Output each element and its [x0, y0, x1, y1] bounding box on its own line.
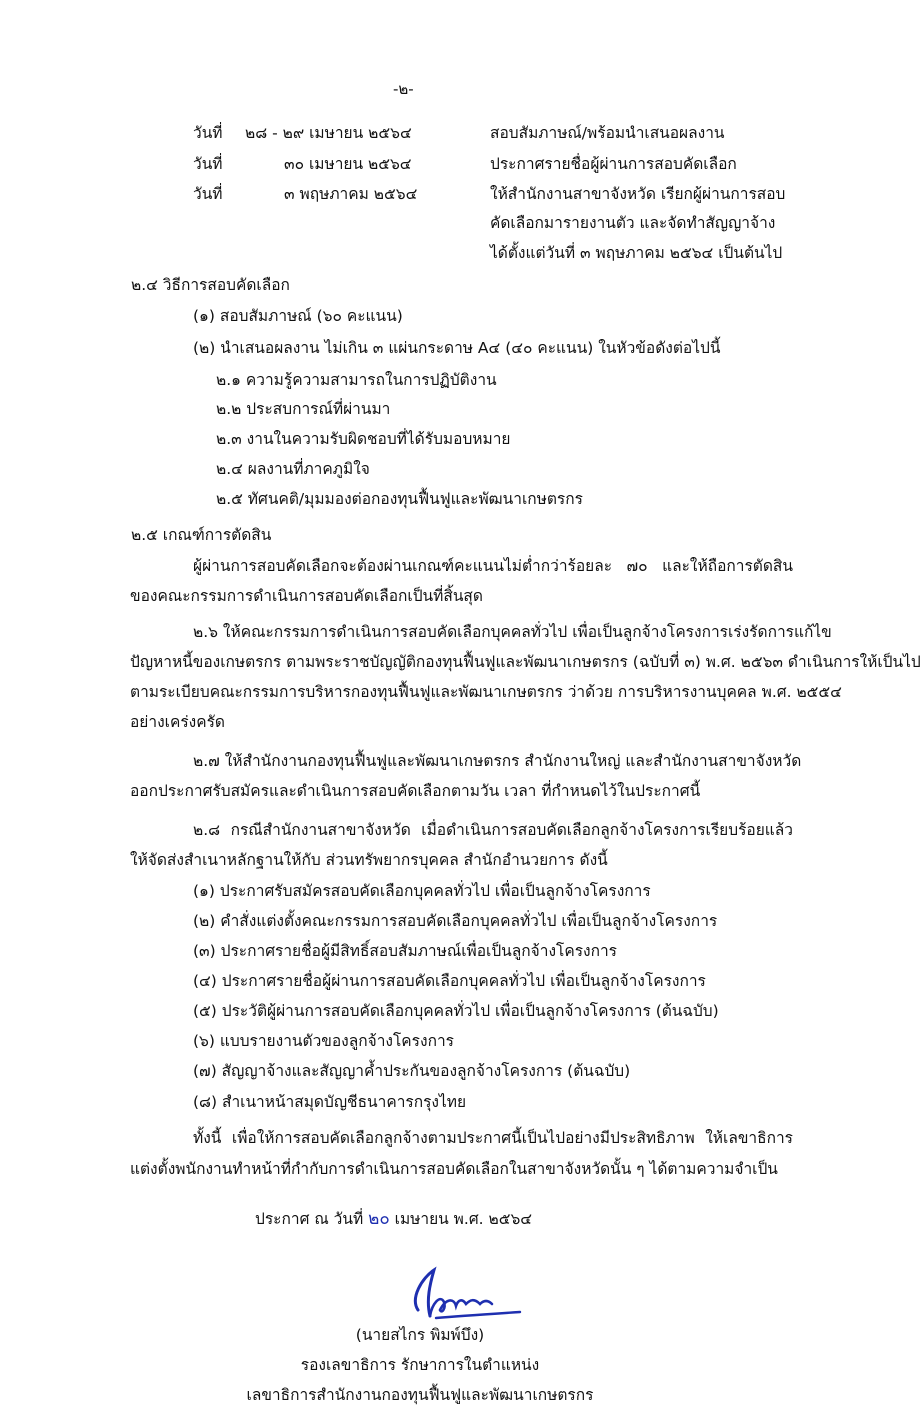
signatory-position: รองเลขาธิการ รักษาการในตำแหน่ง	[300, 1356, 540, 1374]
document-list-item: (๕) ประวัติผู้ผ่านการสอบคัดเลือกบุคคลทั่วไป เพื่อเป็นลูกจ้างโครงการ (ต้นฉบับ)	[193, 1002, 719, 1020]
section-2-4-item: (๒) นำเสนอผลงาน ไม่เกิน ๓ แผ่นกระดาษ A๔ (๔๐ คะแนน) ในหัวข้อดังต่อไปนี้	[193, 339, 721, 357]
paragraph-line: อย่างเคร่งครัด	[130, 713, 225, 731]
schedule-activity: ประกาศรายชื่อผู้ผ่านการสอบคัดเลือก	[490, 155, 737, 173]
schedule-activity: คัดเลือกมารายงานตัว และจัดทำสัญญาจ้าง	[490, 214, 776, 232]
schedule-date: ๓๐ เมษายน ๒๕๖๔	[284, 155, 412, 173]
announcement-suffix: เมษายน พ.ศ. ๒๕๖๔	[394, 1210, 533, 1228]
schedule-activity: สอบสัมภาษณ์/พร้อมนำเสนอผลงาน	[490, 124, 725, 142]
announcement-day: ๒๐	[368, 1209, 390, 1229]
paragraph-line: ปัญหาหนี้ของเกษตรกร ตามพระราชบัญญัติกองทุนฟื้นฟูและพัฒนาเกษตรกร (ฉบับที่ ๓) พ.ศ. ๒๕๖๓ ดำเนินการให้เป็นไป	[130, 653, 921, 671]
document-list-item: (๘) สำเนาหน้าสมุดบัญชีธนาคารกรุงไทย	[193, 1093, 467, 1111]
schedule-date: ๒๘ - ๒๙ เมษายน ๒๕๖๔	[245, 124, 412, 142]
page-number: -๒-	[393, 80, 414, 98]
schedule-activity: ให้สำนักงานสาขาจังหวัด เรียกผู้ผ่านการสอบ	[490, 185, 786, 203]
topic-item: ๒.๔ ผลงานที่ภาคภูมิใจ	[216, 460, 370, 478]
schedule-date: ๓ พฤษภาคม ๒๕๖๔	[284, 185, 418, 203]
paragraph-line: ตามระเบียบคณะกรรมการบริหารกองทุนฟื้นฟูและพัฒนาเกษตรกร ว่าด้วย การบริหารงานบุคคล พ.ศ. ๒๕๕๔	[130, 683, 842, 701]
section-2-5-heading: ๒.๕ เกณฑ์การตัดสิน	[131, 526, 272, 544]
section-2-4-item: (๑) สอบสัมภาษณ์ (๖๐ คะแนน)	[193, 307, 403, 325]
topic-item: ๒.๑ ความรู้ความสามารถในการปฏิบัติงาน	[216, 371, 497, 389]
schedule-label: วันที่	[193, 155, 223, 173]
signature-icon	[400, 1264, 530, 1326]
section-2-4-heading: ๒.๔ วิธีการสอบคัดเลือก	[131, 276, 290, 294]
signatory-position: เลขาธิการสำนักงานกองทุนฟื้นฟูและพัฒนาเกษตรกร	[246, 1386, 594, 1404]
paragraph-line: ๒.๖ ให้คณะกรรมการดำเนินการสอบคัดเลือกบุคคลทั่วไป เพื่อเป็นลูกจ้างโครงการเร่งรัดการแก้ไข	[193, 623, 832, 641]
schedule-activity: ได้ตั้งแต่วันที่ ๓ พฤษภาคม ๒๕๖๔ เป็นต้นไป	[490, 244, 783, 262]
schedule-label: วันที่	[193, 185, 223, 203]
paragraph-line: แต่งตั้งพนักงานทำหน้าที่กำกับการดำเนินการสอบคัดเลือกในสาขาจังหวัดนั้น ๆ ได้ตามความจำเป็น	[130, 1160, 778, 1178]
schedule-label: วันที่	[193, 124, 223, 142]
document-list-item: (๓) ประกาศรายชื่อผู้มีสิทธิ์สอบสัมภาษณ์เพื่อเป็นลูกจ้างโครงการ	[193, 942, 618, 960]
paragraph-line: ๒.๗ ให้สำนักงานกองทุนฟื้นฟูและพัฒนาเกษตรกร สำนักงานใหญ่ และสำนักงานสาขาจังหวัด	[193, 752, 802, 770]
document-list-item: (๔) ประกาศรายชื่อผู้ผ่านการสอบคัดเลือกบุคคลทั่วไป เพื่อเป็นลูกจ้างโครงการ	[193, 972, 706, 990]
signatory-name: (นายสไกร พิมพ์บึง)	[355, 1326, 485, 1344]
announcement-date	[255, 1209, 532, 1229]
paragraph-line: ผู้ผ่านการสอบคัดเลือกจะต้องผ่านเกณฑ์คะแนนไม่ต่ำกว่าร้อยละ ๗๐ และให้ถือการตัดสิน	[193, 557, 793, 575]
paragraph-line: ของคณะกรรมการดำเนินการสอบคัดเลือกเป็นที่สิ้นสุด	[130, 587, 483, 605]
topic-item: ๒.๓ งานในความรับผิดชอบที่ได้รับมอบหมาย	[216, 430, 511, 448]
announcement-prefix: ประกาศ ณ วันที่	[255, 1210, 364, 1228]
paragraph-line: ออกประกาศรับสมัครและดำเนินการสอบคัดเลือกตามวัน เวลา ที่กำหนดไว้ในประกาศนี้	[130, 782, 701, 800]
topic-item: ๒.๒ ประสบการณ์ที่ผ่านมา	[216, 400, 391, 418]
document-list-item: (๒) คำสั่งแต่งตั้งคณะกรรมการสอบคัดเลือกบุคคลทั่วไป เพื่อเป็นลูกจ้างโครงการ	[193, 912, 718, 930]
document-list-item: (๗) สัญญาจ้างและสัญญาค้ำประกันของลูกจ้างโครงการ (ต้นฉบับ)	[193, 1062, 631, 1080]
document-list-item: (๖) แบบรายงานตัวของลูกจ้างโครงการ	[193, 1032, 454, 1050]
paragraph-line: ให้จัดส่งสำเนาหลักฐานให้กับ ส่วนทรัพยากรบุคคล สำนักอำนวยการ ดังนี้	[130, 851, 608, 869]
paragraph-line: ทั้งนี้ เพื่อให้การสอบคัดเลือกลูกจ้างตามประกาศนี้เป็นไปอย่างมีประสิทธิภาพ ให้เลขาธิการ	[193, 1129, 793, 1147]
topic-item: ๒.๕ ทัศนคติ/มุมมองต่อกองทุนฟื้นฟูและพัฒนาเกษตรกร	[216, 490, 583, 508]
paragraph-line: ๒.๘ กรณีสำนักงานสาขาจังหวัด เมื่อดำเนินการสอบคัดเลือกลูกจ้างโครงการเรียบร้อยแล้ว	[193, 821, 793, 839]
document-list-item: (๑) ประกาศรับสมัครสอบคัดเลือกบุคคลทั่วไป เพื่อเป็นลูกจ้างโครงการ	[193, 882, 651, 900]
